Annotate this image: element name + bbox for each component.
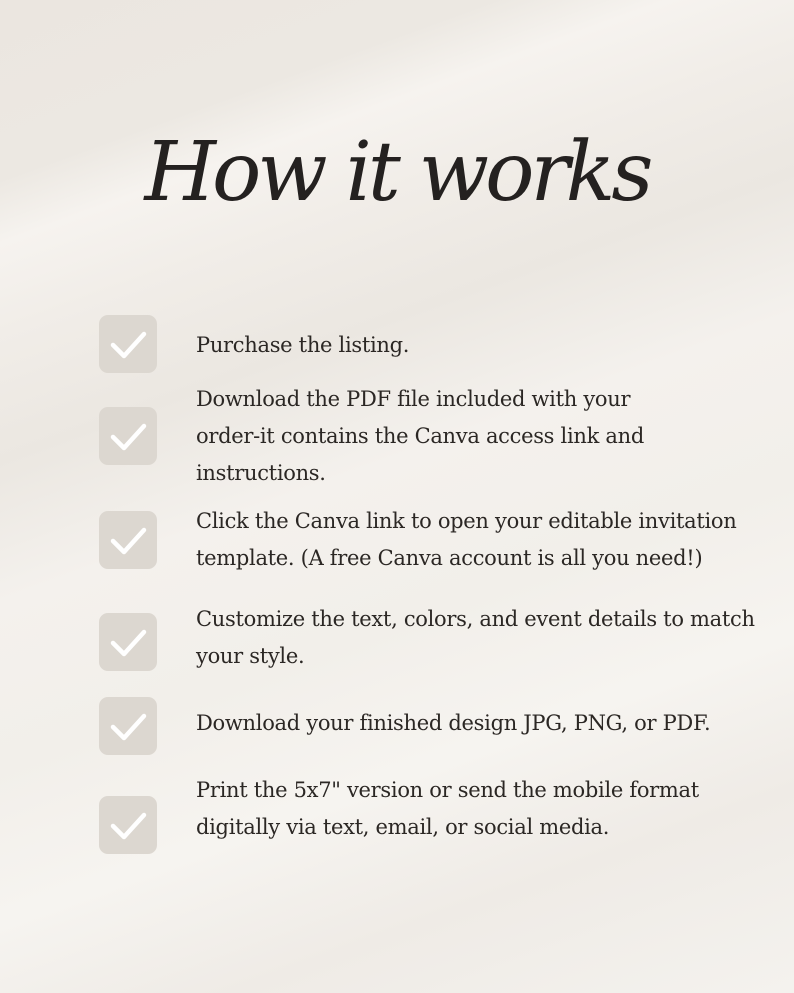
step-text: Customize the text, colors, and event details to match your style.: [196, 607, 755, 668]
check-icon: [99, 511, 157, 569]
step-text: Print the 5x7" version or send the mobile format digitally via text, email, or social media.: [196, 778, 699, 839]
step-text: Purchase the listing.: [196, 333, 410, 357]
check-icon: [99, 796, 157, 854]
check-icon: [99, 613, 157, 671]
step-text: Download your finished design JPG, PNG, or PDF.: [196, 711, 711, 735]
check-icon: [99, 697, 157, 755]
step-text: Click the Canva link to open your editable invitation template. (A free Canva account is all you need!): [196, 509, 737, 570]
step-text: Download the PDF file included with your order-it contains the Canva access link and instructions.: [196, 387, 644, 485]
check-icon: [99, 407, 157, 465]
check-icon: [99, 315, 157, 373]
page-title: How it works: [144, 125, 650, 220]
